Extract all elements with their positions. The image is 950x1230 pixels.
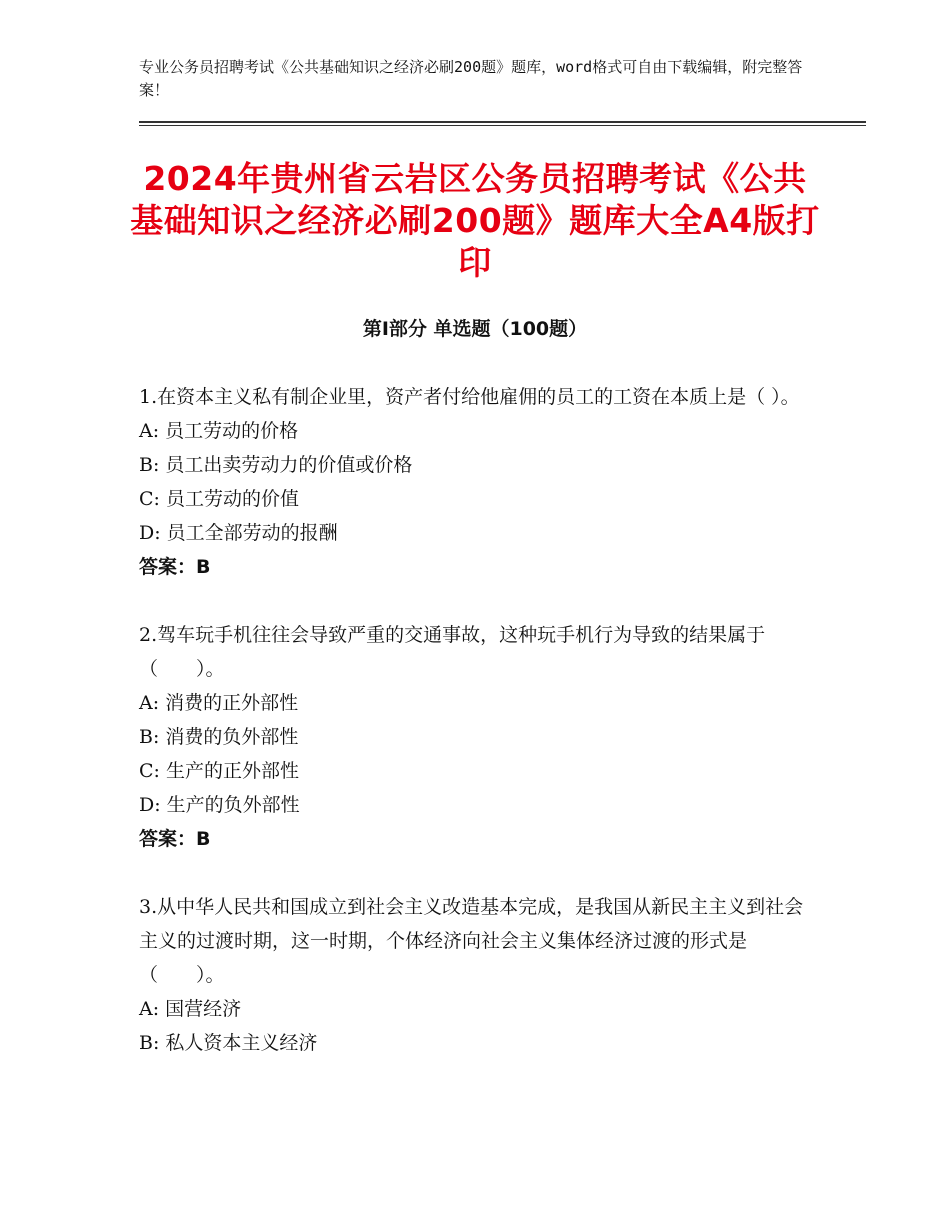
question-stem: 2.驾车玩手机往往会导致严重的交通事故，这种玩手机行为导致的结果属于（ ）。 — [139, 624, 766, 680]
option-c: C: 生产的正外部性 — [139, 760, 299, 782]
header-rule-thick — [139, 121, 866, 123]
question-stem: 3.从中华人民共和国成立到社会主义改造基本完成，是我国从新民主主义到社会主义的过渡时期，这一时期，个体经济向社会主义集体经济过渡的形式是（ ）。 — [139, 896, 804, 986]
answer-line: 答案：B — [139, 556, 211, 578]
question-2 — [139, 618, 814, 856]
option-b: B: 员工出卖劳动力的价值或价格 — [139, 454, 413, 476]
header-note: 专业公务员招聘考试《公共基础知识之经济必刷200题》题库，word格式可自由下载编辑，附完整答案！ — [139, 58, 803, 99]
document-title: 2024年贵州省云岩区公务员招聘考试《公共基础知识之经济必刷200题》题库大全A4版打印 — [130, 159, 820, 282]
option-a: A: 员工劳动的价格 — [139, 420, 299, 442]
option-d: D: 生产的负外部性 — [139, 794, 300, 816]
option-d: D: 员工全部劳动的报酬 — [139, 522, 338, 544]
option-a: A: 国营经济 — [139, 998, 242, 1020]
option-b: B: 私人资本主义经济 — [139, 1032, 318, 1054]
section-heading: 第Ⅰ部分 单选题（100题） — [362, 318, 588, 340]
question-stem: 1.在资本主义私有制企业里，资产者付给他雇佣的员工的工资在本质上是（ ）。 — [139, 386, 800, 408]
option-c: C: 员工劳动的价值 — [139, 488, 299, 510]
question-1 — [139, 380, 814, 584]
question-list — [139, 380, 814, 1094]
header-rule-thin — [139, 125, 866, 126]
option-a: A: 消费的正外部性 — [139, 692, 299, 714]
answer-line: 答案：B — [139, 828, 211, 850]
option-b: B: 消费的负外部性 — [139, 726, 299, 748]
question-3 — [139, 890, 814, 1060]
